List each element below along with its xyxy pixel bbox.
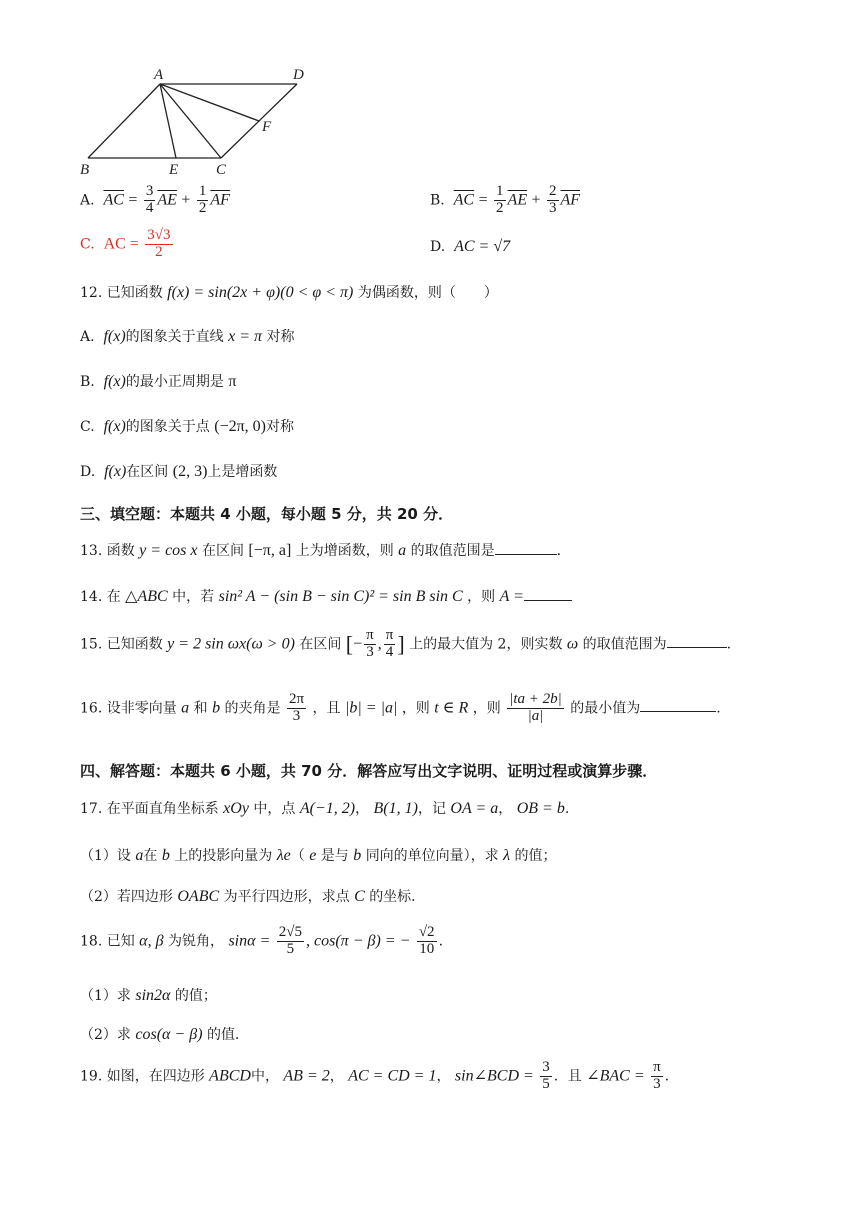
q15: 15. 已知函数 y = 2 sin ωx(ω > 0) 在区间 [− $\frac{\pi}{3}$ , $\frac{\pi}{4}$ ] 上的最大值为 2，则实数 ω 的取值范围为 . [80, 627, 732, 660]
label-e: E [169, 162, 179, 178]
q12-stem: 12. 已知函数 f(x) = sin(2x + φ)(0 < φ < π) 为偶函数，则（ ） [80, 284, 498, 301]
label-a: A [154, 67, 164, 83]
answer-blank [524, 586, 572, 601]
q11-option-c: C. AC = $\frac{3√3}{2}$ [80, 227, 171, 260]
answer-blank [640, 697, 716, 712]
label-f: F [262, 119, 272, 135]
section-3-heading: 三、填空题：本题共 4 小题，每小题 5 分，共 20 分． [80, 505, 454, 523]
q13: 13. 函数 y = cos x 在区间 [−π, a] 上为增函数，则 a 的取值范围是 . [80, 542, 562, 559]
q12-option-c: C. f(x)的图象关于点 (−2π, 0)对称 [80, 418, 294, 435]
section-4-heading: 四、解答题：本题共 6 小题，共 70 分．解答应写出文字说明、证明过程或演算步骤． [80, 762, 658, 780]
segment-ae [160, 84, 176, 158]
geometry-figure [70, 62, 330, 182]
q12-option-b: B. f(x)的最小正周期是 π [80, 373, 237, 390]
answer-blank [667, 633, 727, 648]
q18-stem: 18. 已知 α, β 为锐角， sinα = $\frac{2√5}{5}$ , cos(π − β) = − $\frac{√2}{10}$ . [80, 924, 444, 957]
q18-part-2: （2）求 cos(α − β) 的值． [80, 1026, 249, 1043]
q11-option-d: D. AC = √7 [430, 238, 511, 255]
q19-stem: 19. 如图，在四边形 ABCD中， AB = 2， AC = CD = 1， sin∠BCD = $\frac{3}{5}$ ．且 ∠BAC = $\frac{\pi}{3}$ . [80, 1059, 670, 1092]
label-c: C [216, 162, 227, 178]
answer-blank [495, 540, 557, 555]
q16: 16. 设非零向量 a 和 b 的夹角是 $\frac{2\pi}{3}$ ，且 |b| = |a| ，则 t ∈ R ，则 $\frac{|ta + 2b|}{|a|}$ 的最小值为 . [80, 691, 721, 724]
label-b: B [80, 162, 90, 178]
q12-option-d: D. f(x)在区间 (2, 3)上是增函数 [80, 463, 278, 480]
q18-part-1: （1）求 sin2α 的值； [80, 987, 217, 1004]
q11-option-b: B. $\overline{AC}$ = $\frac{1}{2}$ $\overline{AE}$ + $\frac{2}{3}$ $\overline{AF}$ [430, 183, 581, 216]
q11-option-a: A. $\overline{AC}$ = $\frac{3}{4}$ $\overline{AE}$ + $\frac{1}{2}$ $\overline{AF}$ [80, 183, 230, 216]
q17-part-1: （1）设 a在 b 上的投影向量为 λe（ e 是与 b 同向的单位向量），求 λ 的值； [80, 847, 557, 864]
q17-part-2: （2）若四边形 OABC 为平行四边形，求点 C 的坐标． [80, 888, 426, 905]
q14: 14. 在 △ABC 中，若 sin² A − (sin B − sin C)² = sin B sin C ，则 A = [80, 586, 572, 606]
q17-stem: 17. 在平面直角坐标系 xOy 中，点 A(−1, 2)， B(1, 1)，记 OA = a， OB = b. [80, 800, 570, 817]
segment-ab [88, 84, 160, 158]
q12-option-a: A. f(x)的图象关于直线 x = π 对称 [80, 328, 295, 345]
label-d: D [293, 67, 304, 83]
